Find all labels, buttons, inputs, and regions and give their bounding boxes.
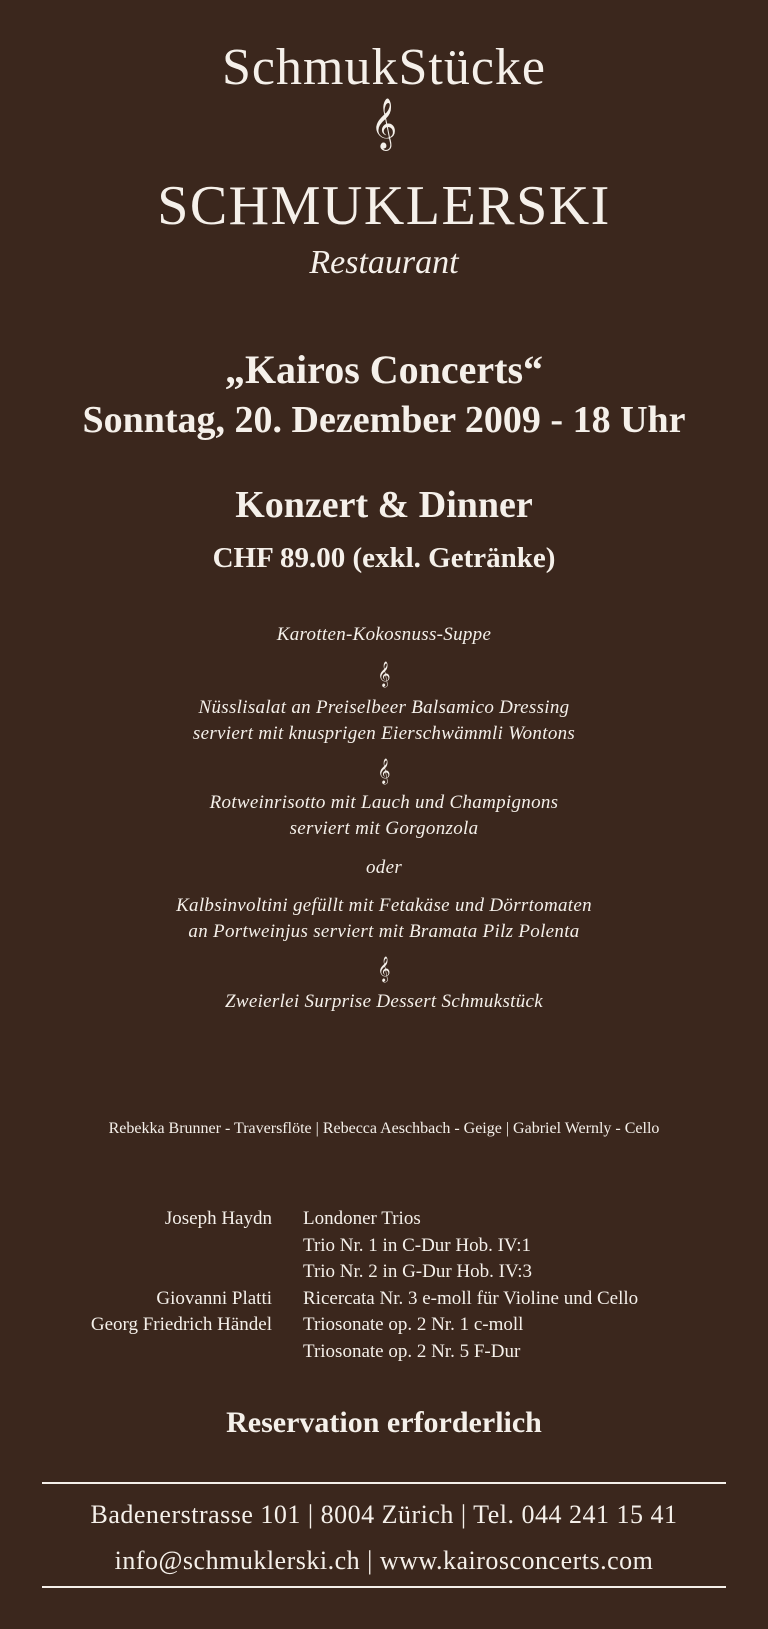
menu-or: oder [365, 857, 403, 878]
program-row [0, 1341, 768, 1368]
menu-course-salad-line2: serviert mit knusprigen Eierschwämmli Wontons [192, 723, 576, 744]
reservation-notice: Reservation erforderlich [226, 1406, 542, 1439]
menu-course-risotto-line1: Rotweinrisotto mit Lauch und Champignons [209, 792, 559, 813]
footer-divider-bottom [42, 1586, 726, 1588]
musicians-line: Rebekka Brunner - Traversflöte | Rebecca Aeschbach - Geige | Gabriel Wernly - Cello [108, 1120, 660, 1137]
program-composer: Joseph Haydn [164, 1208, 272, 1229]
event-title: „Kairos Concerts“ [224, 347, 544, 392]
program-work: Ricercata Nr. 3 e-moll für Violine und Cello [303, 1287, 639, 1309]
footer-address: Badenerstrasse 101 | 8004 Zürich | Tel. 044 241 15 41 [90, 1500, 678, 1529]
footer-contact: info@schmuklerski.ch | www.kairosconcerts.com [114, 1546, 654, 1575]
brand-name-schmuklerski: SCHMUKLERSKI [157, 175, 611, 237]
treble-clef-icon: 𝄞 [370, 98, 397, 149]
menu-course-risotto-line2: serviert mit Gorgonzola [289, 818, 479, 839]
brand-subtitle-restaurant: Restaurant [309, 244, 459, 281]
program-work: Trio Nr. 1 in C-Dur Hob. IV:1 [303, 1234, 532, 1256]
program-composer: Georg Friedrich Händel [90, 1314, 272, 1335]
program-work: Triosonate op. 2 Nr. 5 F-Dur [303, 1340, 521, 1362]
program-list [0, 1208, 768, 1367]
program-row [0, 1261, 768, 1288]
event-price: CHF 89.00 (exkl. Getränke) [212, 542, 556, 574]
program-composer: Giovanni Platti [156, 1287, 272, 1309]
program-work: Triosonate op. 2 Nr. 1 c-moll [303, 1314, 524, 1335]
menu-course-salad-line1: Nüsslisalat an Preiselbeer Balsamico Dressing [198, 697, 570, 718]
menu-course-dessert: Zweierlei Surprise Dessert Schmukstück [225, 991, 543, 1012]
program-work: Londoner Trios [303, 1208, 421, 1229]
program-row [0, 1208, 768, 1235]
program-work: Trio Nr. 2 in G-Dur Hob. IV:3 [303, 1261, 533, 1282]
menu-course-involtini-line2: an Portweinjus serviert mit Bramata Pilz Polenta [188, 921, 580, 942]
treble-clef-icon: 𝄞 [377, 759, 391, 784]
program-row [0, 1235, 768, 1262]
treble-clef-icon: 𝄞 [377, 662, 391, 687]
menu-course-soup: Karotten-Kokosnuss-Suppe [276, 624, 492, 645]
footer-divider-top [42, 1482, 726, 1484]
event-date: Sonntag, 20. Dezember 2009 - 18 Uhr [82, 399, 686, 441]
program-row [0, 1314, 768, 1341]
treble-clef-icon: 𝄞 [377, 957, 391, 982]
brand-name-schmukstuecke: SchmukStücke [222, 39, 546, 96]
menu-course-involtini-line1: Kalbsinvoltini gefüllt mit Fetakäse und Dörrtomaten [176, 895, 592, 916]
program-row [0, 1288, 768, 1315]
event-concert-dinner: Konzert & Dinner [235, 484, 533, 526]
